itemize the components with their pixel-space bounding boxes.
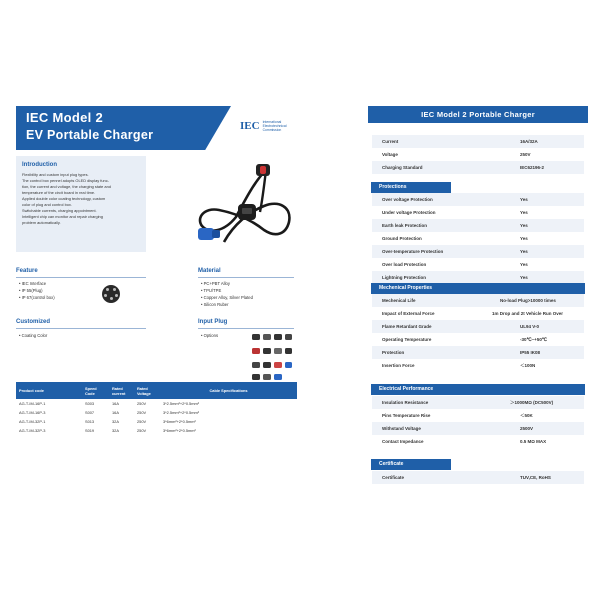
table-row — [372, 396, 584, 409]
spec-value: ＜100N — [520, 362, 536, 368]
spec-value: 1m Drop and 2t Vehicle Run Over — [492, 311, 564, 316]
intro-line: Flexibility and custom input plug types. — [22, 172, 89, 177]
spec-value: TUV,CE, RoHS — [484, 471, 584, 484]
spec-value: 250V — [520, 152, 531, 157]
feature-divider — [16, 277, 146, 278]
spec-value: Yes — [484, 245, 584, 258]
table-row — [372, 206, 584, 219]
feature-item: • IP 67(control box) — [19, 295, 55, 300]
cell: S003 — [85, 401, 95, 406]
cell: 3*2.5mm²+2*0.5mm² — [163, 401, 199, 406]
spec-value: Yes — [520, 236, 528, 241]
page-subtitle: EV Portable Charger — [26, 128, 154, 142]
table-row — [372, 294, 584, 307]
spec-label: Over load Protection — [382, 262, 427, 267]
cell: 3*6mm²+2*0.5mm² — [163, 428, 196, 433]
column-header: Rated current — [109, 382, 134, 399]
charger-product-image — [194, 162, 294, 254]
table-row — [372, 320, 584, 333]
spec-value: 16A/32A — [484, 135, 584, 148]
table-row — [372, 359, 584, 372]
material-title: Material — [198, 268, 221, 274]
table-row — [372, 245, 584, 258]
input-plug-options-image — [250, 332, 294, 382]
spec-label: Over-temperature Protection — [372, 245, 484, 258]
spec-value: IP55 IK08 — [484, 346, 584, 359]
material-item: • Silicon Ruber — [201, 302, 229, 307]
protections-section-header: Protections — [371, 182, 451, 193]
table-row — [372, 435, 584, 448]
spec-value: No-load Plug>10000 times — [484, 294, 584, 307]
material-item: • PC+PBT Alloy — [201, 281, 230, 286]
electrical-table — [372, 396, 584, 448]
introduction-title: Introduction — [22, 162, 57, 168]
certificate-table — [372, 471, 584, 484]
column-header: Speed Code — [82, 382, 109, 399]
input-plug-title: Input Plug — [198, 319, 228, 325]
table-row — [372, 333, 584, 346]
spec-label: Pins Temperature Rise — [382, 413, 431, 418]
left-page — [16, 106, 297, 478]
introduction-box — [16, 156, 146, 252]
customized-divider — [16, 328, 146, 329]
table-header-row — [16, 382, 297, 399]
spec-value: Yes — [484, 193, 584, 206]
spec-label: Voltage — [382, 152, 398, 157]
spec-label: Earth leak Protection — [372, 219, 484, 232]
spec-label: Contact Impedance — [382, 439, 424, 444]
spec-label: Under voltage Protection — [382, 210, 436, 215]
spec-value: Yes — [520, 262, 528, 267]
spec-value: Yes — [484, 271, 584, 284]
iec-logo-mark: IEC — [240, 120, 260, 132]
spec-label: Protection — [372, 346, 484, 359]
cell: S007 — [85, 410, 95, 415]
electrical-section-header: Electrical Performance — [371, 384, 585, 395]
spec-label: Charging Standard — [372, 161, 484, 174]
page-title: IEC Model 2 — [26, 110, 103, 125]
column-header: Product code — [16, 382, 82, 399]
iec-logo — [240, 120, 303, 132]
feature-title: Feature — [16, 268, 38, 274]
cell: 250V — [137, 428, 147, 433]
table-row — [372, 135, 584, 148]
cell: 250V — [137, 419, 147, 424]
spec-value: ＜50K — [520, 412, 533, 418]
feature-item: • IEC Interface — [19, 281, 47, 286]
input-plug-item: • Options — [201, 333, 219, 338]
mechanical-table — [372, 294, 584, 372]
protections-table — [372, 193, 584, 284]
spec-value: Yes — [484, 219, 584, 232]
spec-label: Mechenical Life — [372, 294, 484, 307]
column-header: Cable Specifications — [160, 382, 297, 399]
spec-label: Over voltage Protection — [372, 193, 484, 206]
spec-sheet-title: IEC Model 2 Portable Charger — [368, 106, 588, 123]
intro-line: problem automatically. — [22, 220, 61, 225]
intro-line: Intelligent chip can monitor and repair charging — [22, 214, 103, 219]
spec-value: Yes — [520, 210, 528, 215]
table-row — [372, 409, 584, 422]
input-plug-divider — [198, 328, 294, 329]
spec-value: -30℃~+50℃ — [520, 336, 547, 342]
material-divider — [198, 277, 294, 278]
spec-label: Impact of External Force — [382, 311, 435, 316]
spec-label: Lightning Protection — [372, 271, 484, 284]
table-row — [372, 148, 584, 161]
intro-line: temperature of the circit board in real time. — [22, 190, 96, 195]
table-row — [372, 422, 584, 435]
cell: S013 — [85, 419, 95, 424]
spec-value: 2500V — [484, 422, 584, 435]
certificate-section-header: Certificate — [371, 459, 451, 470]
cell: 16A — [112, 401, 119, 406]
right-page — [368, 106, 588, 486]
spec-label: Operating Temperature — [382, 337, 432, 342]
cell: S019 — [85, 428, 95, 433]
intro-line: Switchable currents, charging appointment. — [22, 208, 97, 213]
spec-value: ＞1000MΩ (DC500V) — [484, 396, 584, 409]
spec-label: Current — [372, 135, 484, 148]
left-header — [16, 106, 297, 150]
spec-value: UL94 V-0 — [484, 320, 584, 333]
customized-item: • Coating Color — [19, 333, 48, 338]
table-row — [372, 219, 584, 232]
table-row — [372, 232, 584, 245]
product-table — [16, 382, 297, 435]
cell: 32A — [112, 419, 119, 424]
table-row — [372, 193, 584, 206]
table-row — [372, 471, 584, 484]
cell: 250V — [137, 401, 147, 406]
spec-value: 0.5 MΩ MAX — [520, 439, 547, 444]
cell: AG-T-IM-16P-3 — [19, 410, 46, 415]
spec-label: Withstand Voltage — [372, 422, 484, 435]
table-row — [16, 399, 297, 408]
spec-value: IEC62196-2 — [484, 161, 584, 174]
general-spec-table — [372, 135, 584, 174]
intro-line: color of plug and control box. — [22, 202, 72, 207]
cell: AG-T-IM-16P-1 — [19, 401, 46, 406]
customized-title: Customized — [16, 319, 51, 325]
cell: 3*6mm²+2*0.5mm² — [163, 419, 196, 424]
table-row — [16, 417, 297, 426]
cell: AG-T-IM-32P-1 — [19, 419, 46, 424]
iec-logo-text: International Electrotechnical Commission — [262, 120, 287, 132]
cell: 16A — [112, 410, 119, 415]
table-row — [372, 346, 584, 359]
table-row — [372, 161, 584, 174]
cell: 250V — [137, 410, 147, 415]
cell: 32A — [112, 428, 119, 433]
spec-label: Certificate — [372, 471, 484, 484]
table-row — [16, 408, 297, 417]
table-row — [16, 426, 297, 435]
spec-label: Ground Protection — [382, 236, 422, 241]
spec-label: Insertion Force — [382, 363, 415, 368]
table-row — [372, 258, 584, 271]
intro-line: The control box pennel adopts OLED display func- — [22, 178, 109, 183]
feature-item: • IP 55(Plug) — [19, 288, 43, 293]
intro-line: Applied double color coating technology, custom — [22, 196, 106, 201]
material-item: • TPU/TPE — [201, 288, 222, 293]
material-item: • Copper Alloy, Silver Plated — [201, 295, 253, 300]
cell: AG-T-IM-32P-3 — [19, 428, 46, 433]
mechanical-section-header: Mechenical Properties — [371, 283, 585, 294]
spec-label: Flame Retardant Grade — [372, 320, 484, 333]
iec-plug-face-image — [102, 285, 120, 303]
column-header: Rated Voltage — [134, 382, 160, 399]
spec-label: Insulation Resistance — [372, 396, 484, 409]
intro-line: tion, the current and voltage, the charging state and — [22, 184, 111, 189]
cell: 3*2.5mm²+2*0.5mm² — [163, 410, 199, 415]
table-row — [372, 307, 584, 320]
